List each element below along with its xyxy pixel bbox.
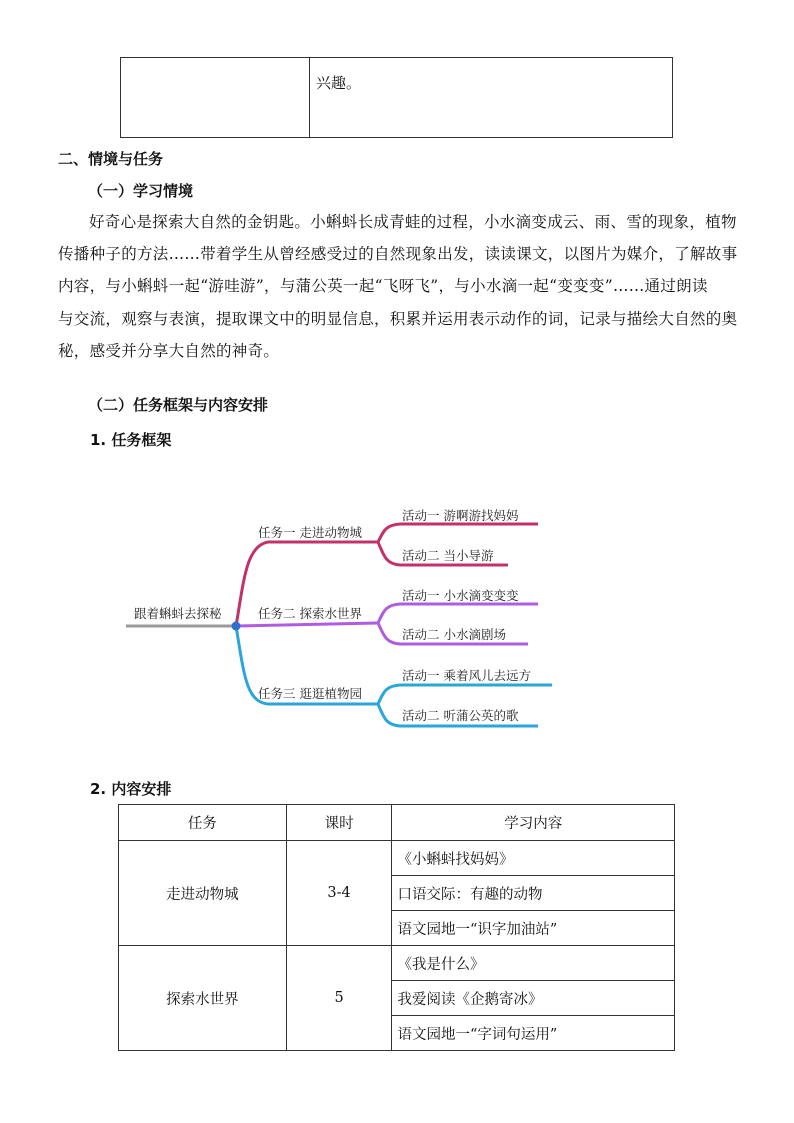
hours-cell: 3-4 — [286, 841, 392, 946]
header-content: 学习内容 — [392, 805, 675, 841]
content-cell: 语文园地一“字词句运用” — [392, 1016, 675, 1051]
learning-situation-paragraph — [58, 206, 748, 367]
sub1-heading: （一）学习情境 — [88, 182, 194, 200]
task3-label: 任务三 逛逛植物园 — [258, 686, 362, 701]
table-row — [119, 946, 675, 981]
root-label: 跟着蝌蚪去探秘 — [134, 606, 222, 621]
item1-heading: 1. 任务框架 — [90, 431, 172, 449]
task2-branch-line — [236, 623, 378, 626]
table-divider — [309, 58, 310, 137]
content-arrangement-table — [118, 804, 675, 1051]
task3-activity1-line — [378, 685, 552, 704]
task1-label: 任务一 走进动物城 — [258, 525, 362, 540]
sub2-heading: （二）任务框架与内容安排 — [88, 396, 269, 414]
task3-activity1-label: 活动一 乘着风儿去远方 — [402, 668, 531, 683]
paragraph-line: 传播种子的方法……带着学生从曾经感受过的自然现象出发，读读课文，以图片为媒介，了解故事 — [58, 245, 738, 264]
task2-activity2-label: 活动二 小水滴剧场 — [402, 627, 506, 642]
task3-activity2-label: 活动二 听蒲公英的歌 — [402, 708, 519, 723]
root-node-dot — [232, 622, 241, 631]
section-heading: 二、情境与任务 — [58, 150, 164, 168]
top-table-fragment — [120, 57, 673, 138]
task-cell: 走进动物城 — [119, 841, 287, 946]
table-cell-text: 兴趣。 — [316, 74, 362, 92]
content-cell: 语文园地一“识字加油站” — [392, 911, 675, 946]
table-header-row — [119, 805, 675, 841]
content-cell: 我爱阅读《企鹅寄冰》 — [392, 981, 675, 1016]
header-task: 任务 — [119, 805, 287, 841]
header-hours: 课时 — [286, 805, 392, 841]
paragraph-line: 与交流，观察与表演，提取课文中的明显信息，积累并运用表示动作的词，记录与描绘大自然的奥 — [58, 309, 738, 328]
content-cell: 《小蝌蚪找妈妈》 — [392, 841, 675, 876]
item2-heading: 2. 内容安排 — [90, 780, 172, 798]
task2-activity1-line — [378, 604, 538, 623]
content-cell: 《我是什么》 — [392, 946, 675, 981]
paragraph-line: 好奇心是探索大自然的金钥匙。小蝌蚪长成青蛙的过程，小水滴变成云、雨、雪的现象，植物 — [89, 213, 737, 231]
task2-label: 任务二 探索水世界 — [258, 606, 362, 621]
task1-activity2-label: 活动二 当小导游 — [402, 548, 494, 563]
task2-activity1-label: 活动一 小水滴变变变 — [402, 588, 519, 603]
paragraph-line: 秘，感受并分享大自然的神奇。 — [58, 341, 280, 360]
task-framework-mindmap — [0, 480, 794, 760]
task-cell: 探索水世界 — [119, 946, 287, 1051]
table-row — [119, 841, 675, 876]
content-cell: 口语交际：有趣的动物 — [392, 876, 675, 911]
task1-activity1-line — [378, 524, 538, 542]
task1-activity1-label: 活动一 游啊游找妈妈 — [402, 508, 519, 523]
paragraph-line: 内容，与小蝌蚪一起“游哇游”，与蒲公英一起“飞呀飞”，与小水滴一起“变变变”……通过朗读 — [58, 277, 708, 296]
hours-cell: 5 — [286, 946, 392, 1051]
